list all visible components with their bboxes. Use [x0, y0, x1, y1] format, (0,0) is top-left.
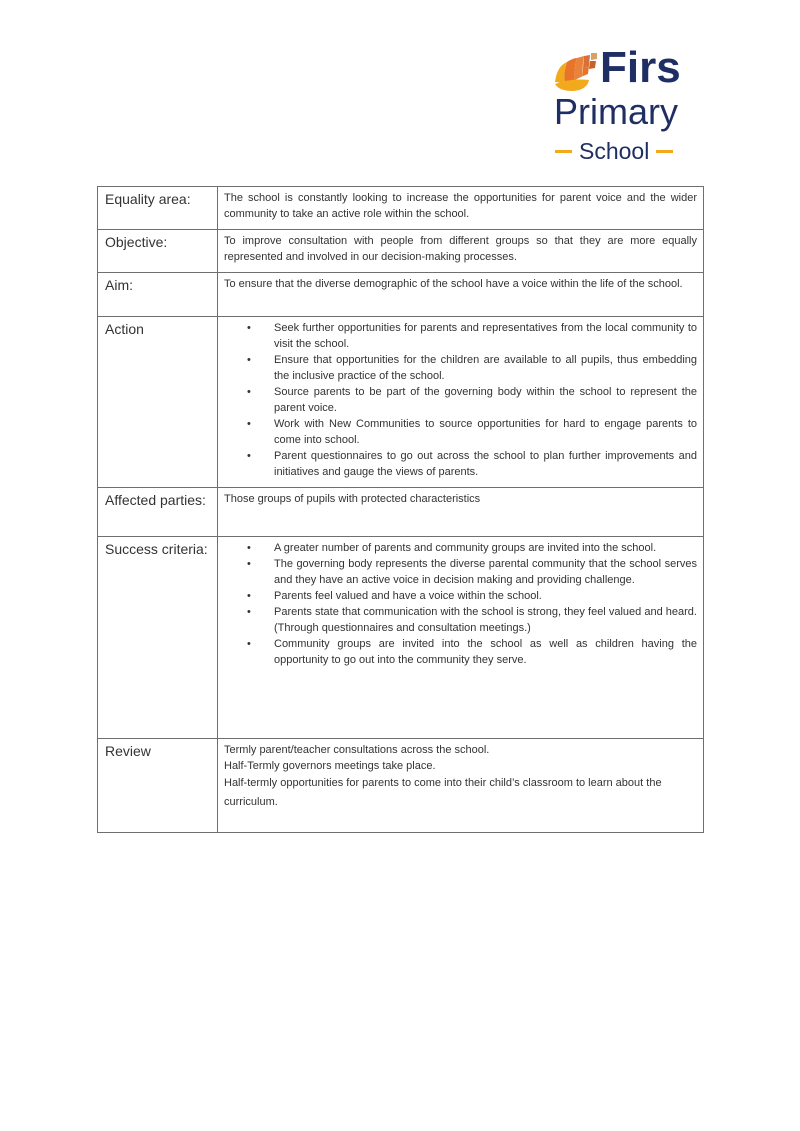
logo-school-row — [555, 136, 695, 166]
row-content — [218, 537, 704, 739]
table-row-action — [98, 317, 704, 488]
table-row-aim — [98, 273, 704, 317]
table-row-review — [98, 739, 704, 833]
bullet-icon: • — [247, 590, 251, 602]
success-criteria-list — [224, 540, 697, 668]
list-item — [224, 448, 697, 480]
school-logo — [553, 43, 703, 170]
row-label: Review — [98, 739, 218, 833]
list-item — [224, 588, 697, 604]
list-item — [224, 352, 697, 384]
logo-text-firs: Firs — [600, 43, 681, 92]
list-item — [224, 636, 697, 668]
bullet-icon: • — [247, 354, 251, 366]
row-label: Objective: — [98, 230, 218, 273]
bullet-icon: • — [247, 638, 251, 650]
logo-text-primary: Primary — [554, 91, 678, 132]
review-line: Half-Termly governors meetings take place. — [224, 760, 436, 772]
row-content — [218, 317, 704, 488]
logo-mark-icon — [553, 52, 599, 92]
row-label: Aim: — [98, 273, 218, 317]
review-line: Termly parent/teacher consultations across the school. — [224, 744, 490, 756]
table-row-success-criteria — [98, 537, 704, 739]
review-line: Half-termly opportunities for parents to come into their child’s classroom to learn about the curriculum. — [224, 777, 662, 808]
bullet-icon: • — [247, 606, 251, 618]
list-item-text: Parents state that communication with the school is strong, they feel valued and heard. (Through questionnaires and consultation meetings.) — [274, 606, 697, 634]
list-item-text: The governing body represents the diverse parental community that the school serves and they have an active voice in decision making and providing challenge. — [274, 558, 697, 586]
bullet-icon: • — [247, 418, 251, 430]
table-row-equality-area — [98, 187, 704, 230]
list-item-text: Ensure that opportunities for the children are available to all pupils, thus embedding the inclusive practice of the school. — [274, 354, 697, 382]
list-item — [224, 384, 697, 416]
bullet-icon: • — [247, 450, 251, 462]
table-row-affected-parties — [98, 488, 704, 537]
list-item — [224, 320, 697, 352]
list-item-text: A greater number of parents and community groups are invited into the school. — [274, 542, 657, 554]
list-item-text: Community groups are invited into the school as well as children having the opportunity to go out into the community they serve. — [274, 638, 697, 666]
equality-plan-table — [97, 186, 704, 833]
row-content: To ensure that the diverse demographic of the school have a voice within the life of the school. — [218, 273, 704, 317]
list-item-text: Parent questionnaires to go out across the school to plan further improvements and initiatives and gauge the views of parents. — [274, 450, 697, 478]
row-label: Success criteria: — [98, 537, 218, 739]
row-label: Equality area: — [98, 187, 218, 230]
row-content: Those groups of pupils with protected characteristics — [218, 488, 704, 537]
list-item — [224, 416, 697, 448]
row-content: To improve consultation with people from different groups so that they are more equally represented and involved in our decision-making processes. — [218, 230, 704, 273]
bullet-icon: • — [247, 322, 251, 334]
bullet-icon: • — [247, 386, 251, 398]
logo-dash-left — [555, 150, 572, 153]
row-label: Affected parties: — [98, 488, 218, 537]
list-item — [224, 540, 697, 556]
table-row-objective — [98, 230, 704, 273]
logo-dash-right — [656, 150, 673, 153]
bullet-icon: • — [247, 558, 251, 570]
list-item — [224, 556, 697, 588]
logo-text-school: School — [579, 138, 650, 164]
action-list — [224, 320, 697, 480]
row-content — [218, 739, 704, 833]
list-item-text: Work with New Communities to source opportunities for hard to engage parents to come into school. — [274, 418, 697, 446]
list-item-text: Parents feel valued and have a voice within the school. — [274, 590, 542, 602]
bullet-icon: • — [247, 542, 251, 554]
list-item-text: Seek further opportunities for parents and representatives from the local community to visit the school. — [274, 322, 697, 350]
row-label: Action — [98, 317, 218, 488]
row-content: The school is constantly looking to increase the opportunities for parent voice and the wider community to take an active role within the school. — [218, 187, 704, 230]
list-item-text: Source parents to be part of the governing body within the school to represent the parent voice. — [274, 386, 697, 414]
list-item — [224, 604, 697, 636]
